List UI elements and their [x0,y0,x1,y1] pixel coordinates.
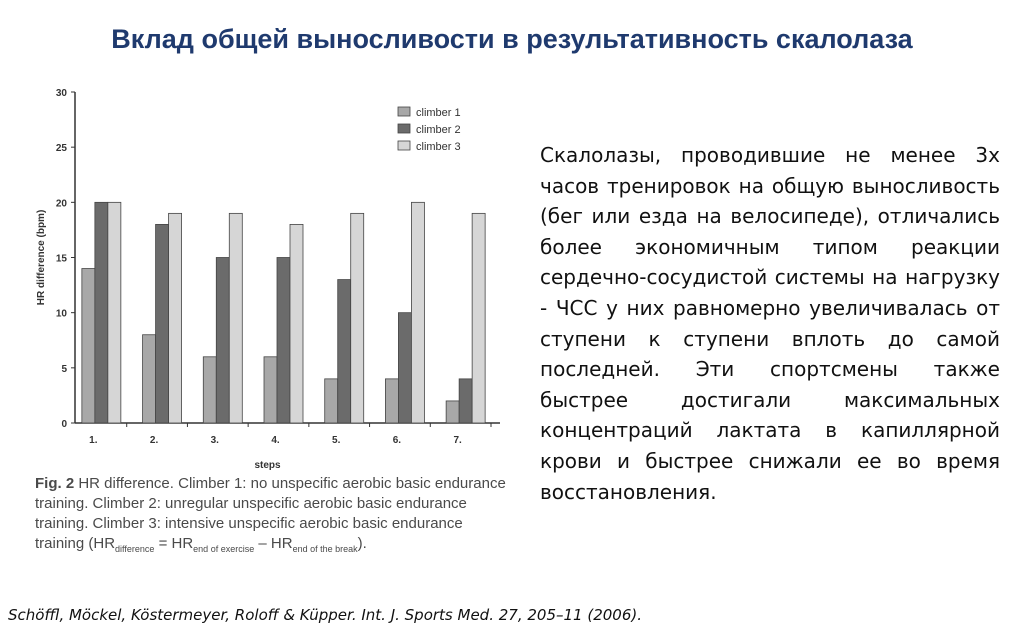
y-tick-label: 15 [55,253,67,265]
x-axis-title: steps [254,460,281,471]
description-paragraph: Скалолазы, проводившие не менее 3х часов тренировок на общую выносливость (бег или езда на велосипеде), отличались более экономичным типом реакции сердечно-сосудистой системы на нагрузку - ЧСС у них равномерно увеличивалась от ступени к ступени вплоть до самой последней. Эти спортсмены также быстрее достигали максимальных концентраций лактата в капиллярной крови и быстрее снижали ее во время восстановления. [540,143,1000,504]
caption-sub-difference: difference [115,544,155,554]
caption-sub-end-break: end of the break [292,544,358,554]
y-axis-title: HR difference (bpm) [36,209,47,306]
legend-swatch [398,107,410,116]
legend-swatch [398,141,410,150]
chart-svg [28,80,518,475]
legend-swatch [398,124,410,133]
legend-label: climber 1 [416,107,461,119]
y-tick-label: 20 [55,198,67,210]
y-tick-label: 30 [55,88,67,99]
x-tick-label: 1. [89,435,98,446]
y-tick-label: 25 [55,143,67,155]
caption-text: HR difference. Climber 1: no unspecific aerobic basic endurance training. Climber 2: unregular unspecific aerobic basic endurance training. Climber 3: intensive unspecific aerobic basic endurance training (HR [35,475,506,552]
bar-climber-1 [385,379,398,423]
legend-label: climber 2 [416,124,461,136]
slide-title: Вклад общей выносливости в результативность скалолаза [111,24,913,54]
y-tick-label: 10 [55,308,67,320]
bar-climber-2 [95,202,108,423]
bar-climber-3 [351,213,364,423]
bar-climber-1 [446,401,459,423]
bar-climber-3 [108,202,121,423]
x-tick-label: 2. [149,435,159,446]
bar-climber-2 [277,258,290,424]
y-tick-label: 0 [61,419,67,430]
caption-sub-end-exercise: end of exercise [193,544,255,554]
bar-climber-1 [143,335,156,423]
bar-climber-1 [325,379,338,423]
x-tick-label: 4. [271,435,280,446]
bar-climber-2 [398,313,411,423]
legend-label: climber 3 [416,141,461,153]
bar-climber-1 [264,357,277,423]
bar-climber-3 [290,224,303,423]
caption-minus: – HR [254,535,293,552]
bar-climber-3 [169,213,182,423]
y-tick-label: 5 [61,363,67,375]
hr-difference-chart [28,80,518,475]
x-tick-label: 7. [453,435,462,446]
caption-close: ). [357,535,367,552]
caption-eq: = HR [154,535,194,552]
bar-climber-2 [216,258,229,424]
bar-climber-2 [338,280,351,423]
bar-climber-3 [472,213,485,423]
x-tick-label: 5. [332,435,341,446]
x-tick-label: 3. [210,435,219,446]
figure-caption [35,474,515,554]
x-tick-label: 6. [392,435,402,446]
bar-climber-3 [229,213,242,423]
citation: Schöffl, Möckel, Köstermeyer, Roloff & Küpper. Int. J. Sports Med. 27, 205–11 (2006). [8,606,642,624]
bar-climber-1 [203,357,216,423]
figure-label: Fig. 2 [35,475,75,492]
bar-climber-2 [156,224,169,423]
bar-climber-1 [82,269,95,423]
bar-climber-2 [459,379,472,423]
bar-climber-3 [411,202,424,423]
